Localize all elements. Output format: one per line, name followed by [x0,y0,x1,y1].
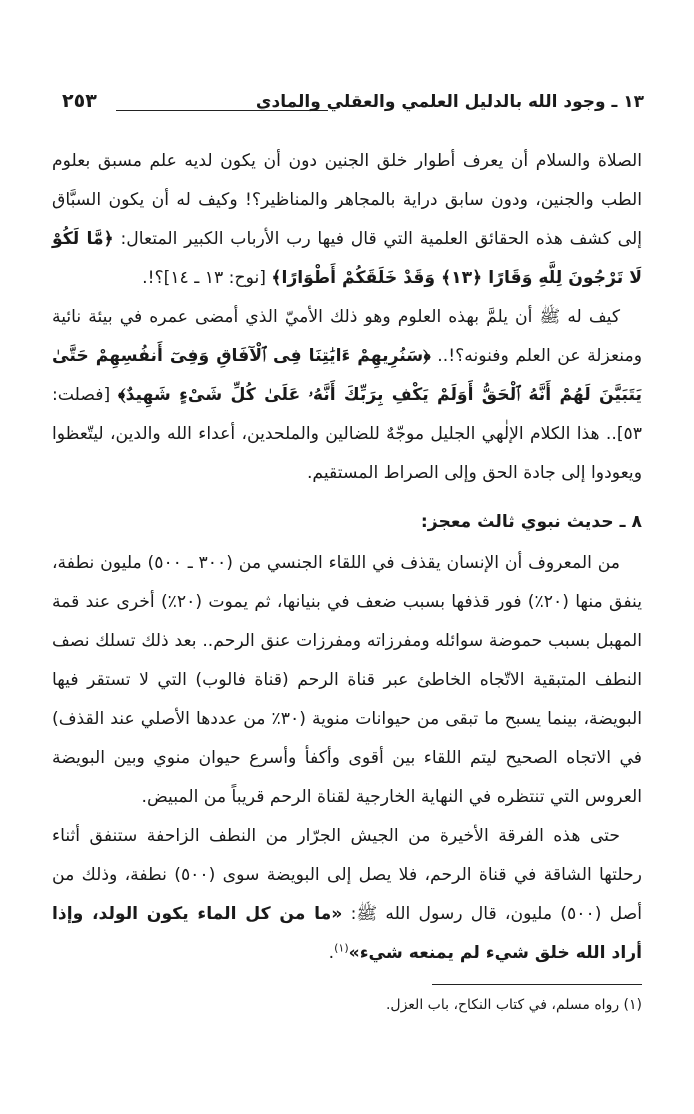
paragraph-2 [52,298,642,493]
paragraph-4-end: . [328,943,335,963]
paragraph-4 [52,817,642,973]
running-title: ١٣ ـ وجود الله بالدليل العلمي والعقلي والمادي [255,92,644,112]
page-body [52,142,642,973]
paragraph-2-text: كيف له ﷺ أن يلمَّ بهذه العلوم وهو ذلك الأميّ الذي أمضى عمره في بيئة نائية ومنعزلة عن العلم وفنونه؟!.. [52,307,642,366]
paragraph-1-text: الصلاة والسلام أن يعرف أطوار خلق الجنين دون أن يكون لديه علم مسبق بعلوم الطب والجنين، ودون سابق دراية بالمجاهر والمناظير؟! وكيف له أن يكون السبَّاق إلى كشف هذه الحقائق العلمية التي قال فيها رب الأرباب الكبير المتعال: [52,151,643,249]
footnote: (١) رواه مسلم، في كتاب النكاح، باب العزل. [385,997,642,1013]
paragraph-3: من المعروف أن الإنسان يقذف في اللقاء الجنسي من (٣٠٠ ـ ٥٠٠) مليون نطفة، ينفق منها (٢٠٪) فور قذفها بسبب ضعف في بنيانها، ثم يموت (٢٠٪) أخرى عند قمة المهبل بسبب حموضة سوائله ومفرزاته ومفرزات عنق الرحم.. بعد ذلك تسلك نصف النطف المتبقية الاتّجاه الخاطئ عبر قناة الرحم (قناة فالوب) التي لا تستقر فيها البويضة، بينما يسبح ما تبقى من حيوانات منوية (٣٠٪ من عددها الأصلي عند القذف) في الاتجاه الصحيح ليتم اللقاء بين أقوى وأكفأ وأسرع حيوان منوي وبين البويضة العروس التي تنتظره في النهاية الخارجية لقناة الرحم قريباً من المبيض. [52,553,643,807]
hadith-quote: «ما من كل الماء يكون الولد، وإذا أراد الله خلق شيء لم يمنعه شيء» [52,904,642,963]
footnote-rule [432,984,642,985]
quran-verse-fussilat: ﴿سَنُرِيهِمْ ءَايَٰتِنَا فِى ٱلْآفَاقِ وَفِىٓ أَنفُسِهِمْ حَتَّىٰ يَتَبَيَّنَ لَهُمْ أَنَّهُ ٱلْحَقُّ أَوَلَمْ يَكْفِ بِرَبِّكَ أَنَّهُۥ عَلَىٰ كُلِّ شَىْءٍ شَهِيدٌ﴾ [52,346,642,405]
header-rule [116,110,328,111]
quran-verse-nuh: ﴿مَّا لَكُوْ لَا تَرْجُونَ لِلَّهِ وَقَارًا ﴿١٣﴾ وَقَدْ خَلَقَكُمْ أَطْوَارًا﴾ [52,229,642,288]
quran-reference-fussilat: [فصلت: ٥٣].. [52,385,642,444]
paragraph-2-rest: هذا الكلام الإلٰهي الجليل موجّهٌ للضالين والملحدين، أعداء الله والدين، ليتّعظوا ويعودوا إلى جادة الحق وإلى الصراط المستقيم. [52,424,642,483]
section-heading: ٨ ـ حديث نبوي ثالث معجز: [420,512,642,532]
paragraph-1 [52,142,642,298]
page-header [60,90,644,124]
page-number: ٢٥٣ [62,90,97,112]
paragraph-4-text: حتى هذه الفرقة الأخيرة من الجيش الجرّار من النطف الزاحفة ستنفق أثناء رحلتها الشاقة في قناة الرحم، فلا يصل إلى البويضة سوى (٥٠٠) نطفة، وذلك من أصل (٥٠٠) مليون، قال رسول الله ﷺ: [52,826,642,924]
quran-reference-nuh: [نوح: ١٣ ـ ١٤]؟!. [142,268,272,288]
footnote-marker: (١) [334,941,349,955]
